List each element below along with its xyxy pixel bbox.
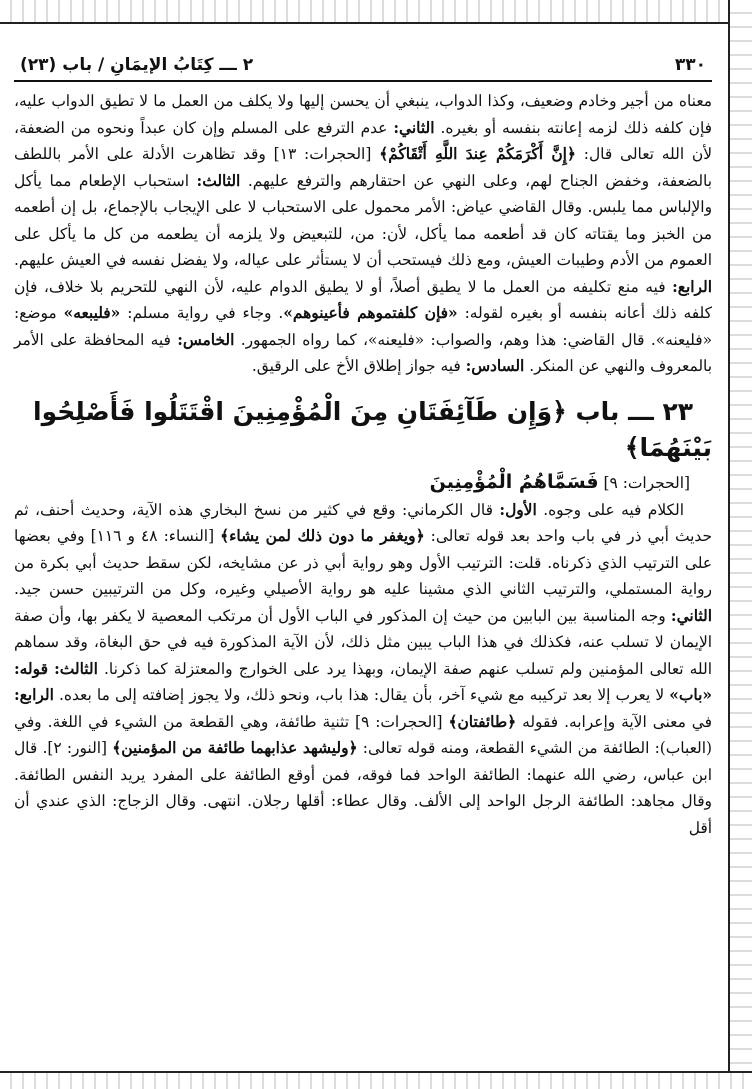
point-heading: الرابع: xyxy=(672,277,712,296)
hadith-quote: «فإن كلفتموهم فأعينوهم» xyxy=(283,304,458,322)
point-heading: الثالث: xyxy=(54,659,98,678)
point-heading: الثاني: xyxy=(670,606,712,625)
hadith-quote: «فليبعه» xyxy=(63,304,121,322)
decorative-border-bottom xyxy=(0,1071,752,1089)
text-run: موضع: «فليعنه». قال القاضي: هذا وهم، والصواب: «فليعنه»، كما رواه الجمهور. xyxy=(14,304,712,349)
book-title: ٢ ـــ كِتَابُ الإيمَانِ / باب (٢٣) xyxy=(20,55,254,75)
text-run: فيه منع تكليفه من العمل ما لا يطيق أصلاً، أو لا يطيق الدوام عليه، لأن النهي للتحريم بلا خلاف، فإن كلفه ذلك أعانه بنفسه أو بغيره لقوله: xyxy=(14,277,712,322)
point-heading: الرابع: xyxy=(14,686,54,704)
text-run: [الحجرات: ٩] تثنية طائفة، وهي القطعة من الشيء في اللغة. وفي (العباب): الطائفة من الشيء القطعة، ومنه قوله تعالى: xyxy=(14,712,712,757)
text-run: . وجاء في رواية مسلم: xyxy=(120,304,284,322)
text-run: فيه المحافظة على الأمر بالمعروف والنهي عن المنكر. xyxy=(14,330,712,375)
quran-quote: ﴿طائفتان﴾ xyxy=(448,712,517,731)
decorative-border-top xyxy=(0,0,752,24)
point-heading: الثاني: xyxy=(393,118,435,137)
page xyxy=(14,50,712,1069)
point-heading: الثالث: xyxy=(196,171,241,190)
running-header xyxy=(14,50,712,82)
text-run: في معنى الآية وإعرابه. فقوله xyxy=(516,712,712,731)
point-heading: الأول: xyxy=(499,500,537,519)
quran-quote: ﴿ويغفر ما دون ذلك لمن يشاء﴾ xyxy=(220,527,425,545)
text-run: [الحجرات: ١٣] وقد تظاهرت الأدلة على الأمر باللطف بالضعفة، وخفض الجناح لهم، وعلى النهي عن احتقارهم والترفع عليهم. xyxy=(14,145,713,190)
text-run: استحباب الإطعام مما يأكل والإلباس مما يلبس. وقال القاضي عياض: الأمر محمول على الاستحباب لا على الإيجاب بالإجماع، بل إن أطعمه من الخبز وما يقتاته كان قد أطعمه مما يأكل، لأن: من، للتبعيض ولا يلزمه أن يطعمه من كل ما يأكل على العموم من الأدم وطيبات العيش، ومع ذلك فيستحب أن لا يستأثر على عياله، ولا يفضل نفسه في العيش عليهم. xyxy=(14,171,713,269)
verse-continuation: فَسَمَّاهُمُ الْمُؤْمِنِينَ xyxy=(429,470,599,493)
point-heading: السادس: xyxy=(465,357,525,375)
text-run: [النور: ٢]. قال ابن عباس، رضي الله عنهما: الطائفة الواحد فما فوقه، فمن أوقع الطائفة على المفرد يريد النفس الطائفة. وقال مجاهد: الطائفة الرجل الواحد إلى الألف. وقال عطاء: أقلها رجلان. انتهى. وقال الزجاج: الذي عندي أن أقل xyxy=(14,739,712,837)
commentary-paragraph xyxy=(14,497,712,842)
verse-reference: [الحجرات: ٩] xyxy=(598,473,690,492)
text-run: قال الكرماني: وقع في كثير من نسخ البخاري هذه الآية، وحديث أحنف، ثم حديث أبي ذر في باب واحد بعد قوله تعالى: xyxy=(14,500,712,545)
text-run: معناه من أجير وخادم وضعيف، وكذا الدواب، ينبغي أن يحسن إليها ولا يكلف من العمل ما لا تطيق الدواب عليه، فإن كلفه ذلك لزمه إعانته بنفسه أو بغيره. xyxy=(14,92,713,137)
text-run: عدم الترفع على المسلم وإن كان عبداً ونحوه من الضعفة، لأن الله تعالى قال: xyxy=(14,118,713,163)
text-run: لا يعرب إلا بعد تركيبه مع شيء آخر، بأن يقال: هذا باب، ونحو ذلك، ولا يجوز إضافته إلى ما بعده. xyxy=(53,686,670,704)
text-run: الكلام فيه على وجوه. xyxy=(536,500,684,519)
chapter-subtitle xyxy=(14,468,712,497)
quran-quote: ﴿إِنَّ أَكْرَمَكُمْ عِندَ اللَّهِ أَتْقَاكُمْ﴾ xyxy=(379,145,576,163)
decorative-border-right xyxy=(728,0,752,1089)
chapter-title: ٢٣ ـــ باب ﴿وَإِن طَآئِفَتَانِ مِنَ الْمُؤْمِنِينَ اقْتَتَلُوا فَأَصْلِحُوا بَيْنَهُمَا﴾ xyxy=(33,396,712,462)
commentary-paragraph xyxy=(14,88,712,380)
hadith-quote: قوله: «باب» xyxy=(14,659,712,704)
text-run: وجه المناسبة بين البابين من حيث إن المذكور في الباب الأول أن مرتكب المعصية لا يكفر بها، وأن صفة الإيمان لا تسلب عنه، فكذلك في هذا الباب يبين مثل ذلك، لأن الآية المذكورة فيه في حق البغاة، وقد سماهم الله تعالى المؤمنين ولم تسلب عنهم صفة الإيمان، وبهذا يرد على الخوارج والمعتزلة كما ذكرنا. xyxy=(14,606,712,678)
text-run: فيه جواز إطلاق الأخ على الرقيق. xyxy=(251,357,466,375)
page-number: ٣٣٠ xyxy=(674,55,706,75)
text-run: [النساء: ٤٨ و ١١٦] وفي بعضها على الترتيب الذي ذكرناه. قلت: الترتيب الأول وهو رواية أبي ذر عن مشايخه، لكن سقط حديث أبي بكرة من رواية المستملي، والترتيب الثاني الذي مشينا عليه هو رواية الأصيلي وغيره، وكل من الترتيبين حسن جيد. xyxy=(14,527,712,598)
point-heading: الخامس: xyxy=(177,330,235,349)
body-text xyxy=(14,88,712,841)
quran-quote: ﴿وليشهد عذابهما طائفة من المؤمنين﴾ xyxy=(112,739,358,757)
